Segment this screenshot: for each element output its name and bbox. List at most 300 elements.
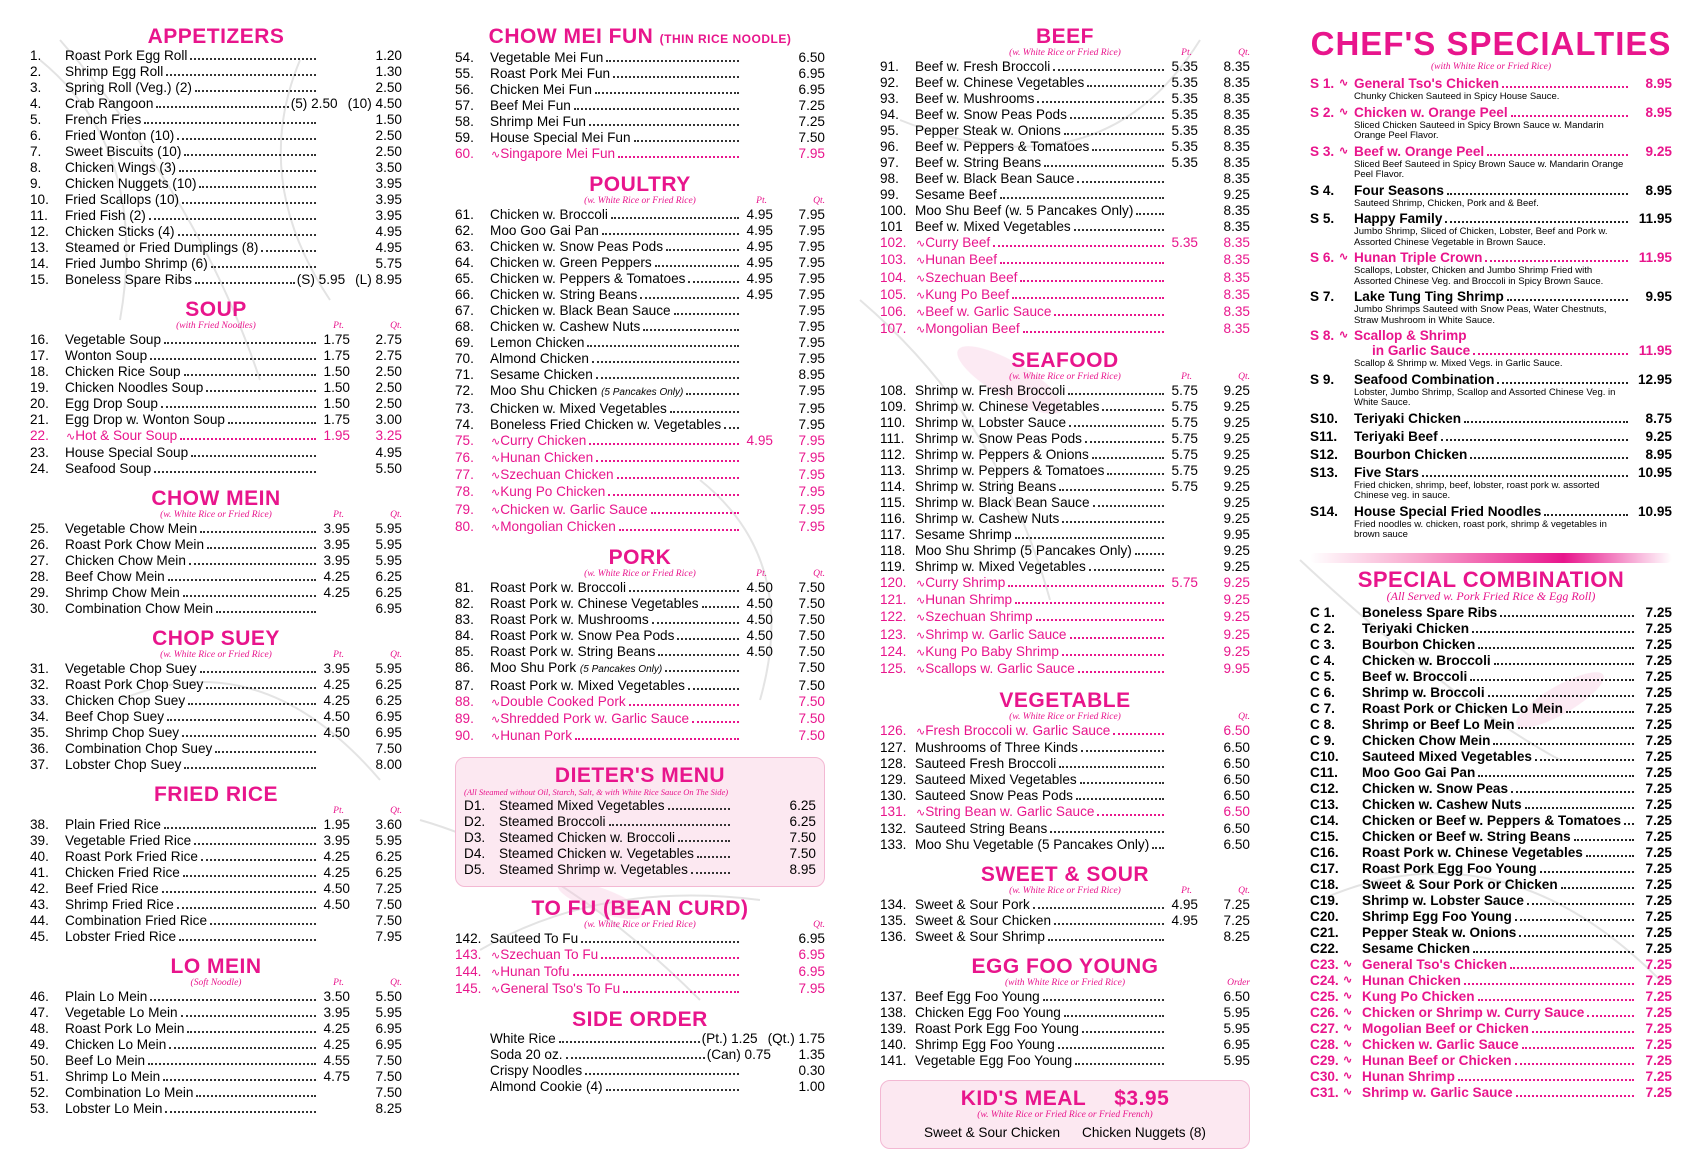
item-number: 46. bbox=[30, 989, 49, 1005]
item-description: Jumbo Shrimps Sauteed with Snow Peas, Water Chestnuts, Straw Mushroom in White Sauce. bbox=[1354, 304, 1607, 326]
dot-leader bbox=[261, 250, 316, 252]
item-name: Szechuan Shrimp bbox=[925, 609, 1033, 625]
item-price-quart: 7.50 bbox=[798, 693, 825, 709]
item-price-pint: 5.75 bbox=[1171, 398, 1198, 414]
menu-item bbox=[880, 740, 1250, 756]
item-number: 83. bbox=[455, 612, 474, 628]
item-name: Hunan Triple Crown bbox=[1354, 250, 1483, 265]
item-number: S 5. bbox=[1310, 211, 1335, 226]
item-price-pint: 4.95 bbox=[746, 239, 773, 255]
section-title-text: APPETIZERS bbox=[147, 25, 285, 48]
pt-column-label: Pt. bbox=[333, 978, 344, 989]
item-number: D1. bbox=[464, 797, 486, 813]
item-price-quart: 7.50 bbox=[798, 660, 825, 676]
dot-leader bbox=[1082, 1031, 1164, 1033]
dot-leader bbox=[1532, 1031, 1634, 1033]
dot-leader bbox=[1485, 260, 1628, 262]
menu-item bbox=[30, 833, 402, 849]
item-number: 55. bbox=[455, 66, 474, 81]
dot-leader bbox=[677, 638, 739, 640]
item-name-wrap bbox=[490, 580, 626, 595]
item-number: C 3. bbox=[1310, 636, 1335, 652]
dot-leader bbox=[148, 1063, 316, 1065]
item-name: House Special Soup bbox=[65, 445, 189, 461]
item-price-pint: 5.35 bbox=[1171, 123, 1198, 138]
item-price-quart: 5.75 bbox=[375, 256, 402, 271]
item-price-quart: 7.95 bbox=[798, 383, 825, 399]
dot-leader bbox=[1525, 807, 1634, 809]
dot-leader bbox=[154, 471, 316, 473]
item-number: 89. bbox=[455, 710, 474, 726]
item-price-pint: 5.35 bbox=[1171, 139, 1198, 154]
item-price-pint: 4.55 bbox=[323, 1053, 350, 1069]
section-header bbox=[30, 978, 402, 989]
menu-item bbox=[455, 401, 825, 417]
dot-leader bbox=[573, 974, 739, 976]
item-number: S13. bbox=[1310, 464, 1338, 480]
item-price-quart: 1.00 bbox=[798, 1079, 825, 1095]
menu-section bbox=[30, 628, 402, 773]
dot-leader bbox=[1092, 149, 1164, 151]
item-name: Beef Egg Foo Young bbox=[915, 989, 1040, 1005]
item-number: S11. bbox=[1310, 428, 1338, 444]
item-name: Chicken w. Mixed Vegetables bbox=[490, 400, 667, 416]
item-description: Scallop & Shrimp w. Mixed Vegs. in Garlic Sauce. bbox=[1354, 358, 1563, 369]
item-number: C22. bbox=[1310, 940, 1339, 956]
item-number: S 2. bbox=[1310, 104, 1335, 120]
section-subtitle: (w. White Rice or Fried Rice) bbox=[1009, 371, 1121, 382]
item-price-pint: 4.50 bbox=[323, 709, 350, 725]
item-price-quart: 7.95 bbox=[798, 146, 825, 161]
item-price-quart: 7.95 bbox=[798, 239, 825, 255]
item-number: C21. bbox=[1310, 924, 1339, 940]
item-price-pint: 5.75 bbox=[1171, 574, 1198, 590]
pepper-icon: ∿ bbox=[916, 612, 926, 625]
item-price-quart: 3.95 bbox=[375, 176, 402, 191]
item-name-wrap bbox=[490, 644, 655, 659]
menu-item bbox=[455, 50, 825, 66]
item-price-quart: (Qt.) 1.75 bbox=[767, 1031, 825, 1047]
item-name: Shrimp Mei Fun bbox=[490, 114, 586, 129]
section-title bbox=[880, 26, 1250, 48]
dot-leader bbox=[1494, 663, 1634, 665]
chef-special-row bbox=[1310, 447, 1672, 463]
item-number: 108. bbox=[880, 382, 907, 398]
item-price: 10.95 bbox=[1637, 503, 1672, 519]
item-name-wrap bbox=[65, 48, 187, 63]
dot-leader bbox=[216, 611, 316, 613]
menu-item bbox=[880, 788, 1250, 804]
section-title-text: VEGETABLE bbox=[999, 688, 1131, 712]
dot-leader bbox=[1511, 791, 1634, 793]
section-subtitle: (All Steamed without Oil, Starch, Salt, & with White Rice Sauce On The Side) bbox=[464, 786, 729, 797]
dot-leader bbox=[199, 186, 316, 188]
item-name-wrap bbox=[65, 881, 159, 896]
item-number: S 6. bbox=[1310, 250, 1335, 265]
item-price-pint: 5.35 bbox=[1171, 75, 1198, 90]
item-name: Beef w. Broccoli bbox=[1362, 668, 1468, 684]
item-price-pint: 5.35 bbox=[1171, 59, 1198, 74]
dot-leader bbox=[1518, 727, 1634, 729]
item-number: S10. bbox=[1310, 410, 1338, 426]
item-name-wrap bbox=[915, 1053, 1072, 1068]
dot-leader bbox=[184, 767, 316, 769]
dot-leader bbox=[643, 329, 739, 331]
item-name: Chicken or Shrimp w. Curry Sauce bbox=[1362, 1004, 1585, 1020]
dot-leader bbox=[575, 738, 739, 740]
pepper-icon: ∿ bbox=[1343, 957, 1353, 970]
item-number: 45. bbox=[30, 929, 49, 945]
menu-item bbox=[30, 661, 402, 677]
dot-leader bbox=[191, 455, 316, 457]
item-price-pint: 4.50 bbox=[746, 580, 773, 596]
item-name: Chicken w. Garlic Sauce bbox=[500, 501, 648, 517]
item-number: 61. bbox=[455, 207, 474, 223]
item-number: 87. bbox=[455, 677, 474, 693]
item-number: 48. bbox=[30, 1021, 49, 1037]
item-price-pint: 4.25 bbox=[323, 569, 350, 585]
section-title-text: PORK bbox=[608, 546, 672, 570]
item-name: Chicken Wings (3) bbox=[65, 160, 177, 175]
item-price: 12.95 bbox=[1637, 371, 1672, 387]
menu-item bbox=[880, 804, 1250, 821]
item-name: Chicken Mei Fun bbox=[490, 82, 592, 97]
section-subtitle: (w. White Rice or Fried Rice) bbox=[1009, 711, 1121, 722]
item-number: C18. bbox=[1310, 876, 1339, 892]
combo-item bbox=[1310, 1085, 1672, 1101]
dot-leader bbox=[665, 670, 739, 672]
item-number: 56. bbox=[455, 82, 474, 97]
item-name-wrap bbox=[65, 96, 153, 111]
item-number: 76. bbox=[455, 449, 474, 465]
dot-leader bbox=[1077, 181, 1164, 183]
item-name-wrap bbox=[915, 219, 1071, 234]
menu-item bbox=[464, 798, 816, 814]
menu-item bbox=[880, 383, 1250, 399]
dot-leader bbox=[1064, 133, 1164, 135]
chef-special-row bbox=[1310, 328, 1672, 343]
item-number: 23. bbox=[30, 445, 49, 461]
menu-column-2 bbox=[455, 26, 825, 1106]
item-price: 7.25 bbox=[1645, 684, 1672, 700]
menu-item bbox=[30, 208, 402, 224]
combo-item bbox=[1310, 765, 1672, 781]
item-number: 120. bbox=[880, 574, 907, 590]
chef-special-item bbox=[1310, 105, 1672, 142]
item-price-quart: 6.95 bbox=[798, 963, 825, 979]
dot-leader bbox=[617, 477, 739, 479]
item-price: 8.95 bbox=[1645, 76, 1672, 91]
item-price-quart: 1.30 bbox=[375, 64, 402, 79]
item-number: 5. bbox=[30, 112, 42, 127]
section-title-text: SIDE ORDER bbox=[572, 1008, 708, 1032]
item-name: Sauteed To Fu bbox=[490, 930, 579, 946]
item-name: Hot & Sour Soup bbox=[75, 428, 178, 443]
item-name: Roast Pork Egg Roll bbox=[65, 48, 188, 63]
menu-item bbox=[455, 383, 825, 400]
pepper-icon: ∿ bbox=[916, 238, 926, 250]
item-price-quart: 6.50 bbox=[1223, 821, 1250, 837]
combo-item bbox=[1310, 797, 1672, 813]
item-name: Moo Shu Vegetable (5 Pancakes Only) bbox=[915, 837, 1150, 853]
item-name: Sauteed String Beans bbox=[915, 821, 1048, 837]
item-name: Beef w. String Beans bbox=[915, 155, 1042, 170]
item-number: 7. bbox=[30, 144, 42, 159]
menu-section bbox=[455, 898, 825, 999]
item-name: Teriyaki Chicken bbox=[1362, 620, 1470, 636]
item-price-quart: 8.35 bbox=[1223, 219, 1250, 234]
item-name-wrap bbox=[65, 412, 225, 427]
item-price: 7.25 bbox=[1645, 908, 1672, 924]
item-number: 31. bbox=[30, 661, 49, 677]
item-name-wrap bbox=[915, 383, 1065, 398]
item-name: Beef w. Orange Peel bbox=[1354, 143, 1485, 159]
item-name: Curry Chicken bbox=[500, 432, 587, 448]
item-price: 7.25 bbox=[1645, 716, 1672, 732]
menu-item bbox=[455, 335, 825, 351]
item-number: 98. bbox=[880, 171, 899, 186]
item-name-wrap bbox=[65, 128, 174, 143]
item-name: Scallops w. Garlic Sauce bbox=[925, 661, 1075, 677]
item-number: 74. bbox=[455, 416, 474, 432]
item-name-wrap bbox=[65, 64, 163, 79]
menu-section bbox=[880, 350, 1250, 679]
item-number: C 5. bbox=[1310, 668, 1335, 684]
item-name: Combination Chop Suey bbox=[65, 741, 213, 757]
item-name: Vegetable Chop Suey bbox=[65, 661, 197, 677]
menu-item bbox=[880, 219, 1250, 235]
item-price-quart: 8.95 bbox=[789, 861, 816, 877]
item-name-wrap bbox=[65, 989, 147, 1004]
menu-item bbox=[880, 123, 1250, 139]
item-number: 37. bbox=[30, 757, 49, 773]
item-name: Vegetable Chow Mein bbox=[65, 521, 198, 537]
dot-leader bbox=[702, 606, 739, 608]
chef-special-item bbox=[1310, 447, 1672, 463]
item-name-wrap bbox=[65, 725, 179, 740]
item-name: Chicken Chow Mein bbox=[1362, 732, 1491, 748]
dot-leader bbox=[196, 1095, 316, 1097]
menu-item bbox=[30, 817, 402, 833]
section-title-note: (THIN RICE NOODLE) bbox=[659, 32, 792, 46]
item-name-wrap bbox=[490, 1063, 582, 1078]
item-name: Seafood Soup bbox=[65, 461, 152, 477]
qt-column-label: Qt. bbox=[1238, 886, 1250, 897]
item-name-wrap bbox=[915, 107, 1067, 122]
item-name: Chicken Chop Suey bbox=[65, 693, 186, 709]
pt-column-label: Pt. bbox=[1181, 886, 1192, 897]
item-name: Crab Rangoon bbox=[65, 96, 154, 111]
section-title bbox=[455, 26, 825, 50]
item-price-quart: 7.95 bbox=[798, 223, 825, 239]
section-subtitle: (w. White Rice or Fried Rice) bbox=[584, 919, 696, 930]
dot-leader bbox=[606, 1089, 739, 1091]
item-number: S 9. bbox=[1310, 371, 1335, 387]
item-name-wrap bbox=[915, 1037, 1055, 1052]
item-price-quart: 7.50 bbox=[798, 677, 825, 693]
item-price-quart: 9.95 bbox=[1223, 661, 1250, 677]
item-name-wrap bbox=[490, 502, 648, 519]
item-price-quart: 7.50 bbox=[798, 644, 825, 660]
chef-specialties-title: CHEF'S SPECIALTIES bbox=[1310, 25, 1672, 62]
item-price: 7.25 bbox=[1645, 876, 1672, 892]
item-price-quart: 7.50 bbox=[798, 612, 825, 628]
item-number: S 4. bbox=[1310, 182, 1335, 198]
item-name-wrap bbox=[490, 694, 626, 711]
menu-item bbox=[455, 964, 825, 981]
item-name: Beef w. Chinese Vegetables bbox=[915, 75, 1085, 90]
item-number: 75. bbox=[455, 432, 474, 448]
pt-column-label: Pt. bbox=[756, 196, 767, 207]
combo-item bbox=[1310, 1053, 1672, 1069]
item-number: 70. bbox=[455, 351, 474, 367]
item-name: Fried Wonton (10) bbox=[65, 128, 175, 143]
item-name-wrap bbox=[65, 849, 198, 864]
menu-item bbox=[455, 596, 825, 612]
item-price-pint: 4.25 bbox=[323, 585, 350, 601]
item-price-pint: 4.95 bbox=[746, 207, 773, 223]
item-price: 11.95 bbox=[1638, 211, 1672, 226]
dot-leader bbox=[1493, 743, 1634, 745]
dot-leader bbox=[1089, 569, 1164, 571]
menu-item bbox=[880, 495, 1250, 511]
item-price-quart: 7.50 bbox=[375, 1053, 402, 1069]
item-name: Plain Lo Mein bbox=[65, 989, 148, 1005]
section-title bbox=[30, 956, 402, 978]
dot-leader bbox=[180, 438, 316, 440]
item-name: Moo Shu Pork bbox=[490, 660, 577, 676]
item-description: Fried noodles w. chicken, roast pork, shrimp & vegetables in brown sauce bbox=[1354, 518, 1607, 540]
item-price-pint: (Can) 0.75 bbox=[706, 1047, 771, 1063]
item-description: Sliced Beef Sauteed in Spicy Brown Sauce w. Mandarin Orange Peel Flavor. bbox=[1354, 158, 1624, 180]
item-name-wrap bbox=[915, 837, 1149, 852]
pt-column-label: Pt. bbox=[756, 569, 767, 580]
item-price-pint: 4.95 bbox=[746, 223, 773, 239]
item-name: String Bean w. Garlic Sauce bbox=[925, 803, 1095, 819]
dot-leader bbox=[1473, 353, 1628, 355]
dot-leader bbox=[1586, 855, 1634, 857]
item-price-quart: 6.50 bbox=[1223, 755, 1250, 771]
item-price-quart: (L) 8.95 bbox=[355, 272, 402, 287]
item-price-quart: 9.25 bbox=[1223, 382, 1250, 398]
qt-column-label: Qt. bbox=[390, 650, 402, 661]
dot-leader bbox=[200, 531, 316, 533]
item-number: 35. bbox=[30, 725, 49, 741]
item-name-wrap bbox=[490, 467, 614, 484]
item-number: 144. bbox=[455, 963, 482, 979]
item-price-quart: 7.95 bbox=[798, 319, 825, 335]
section-title-text: LO MEIN bbox=[170, 955, 262, 979]
item-price-quart: 9.25 bbox=[1223, 494, 1250, 510]
section-title bbox=[30, 26, 402, 48]
item-price-pint: 1.50 bbox=[323, 380, 350, 395]
item-name: Boneless Spare Ribs bbox=[65, 272, 192, 287]
menu-item bbox=[30, 224, 402, 240]
item-price: 7.25 bbox=[1645, 1004, 1672, 1020]
item-name: Shrimp or Beef Lo Mein bbox=[1362, 716, 1515, 732]
item-name-wrap bbox=[490, 367, 593, 382]
combo-item bbox=[1310, 893, 1672, 909]
item-price-quart: 1.50 bbox=[375, 112, 402, 127]
dot-leader bbox=[1516, 1095, 1634, 1097]
item-name: Beef Fried Rice bbox=[65, 881, 159, 897]
dot-leader bbox=[1445, 221, 1628, 223]
item-name: General Tso's Chicken bbox=[1362, 956, 1508, 972]
item-number: 132. bbox=[880, 821, 907, 837]
item-number: 100. bbox=[880, 203, 907, 218]
menu-item bbox=[30, 64, 402, 80]
menu-item bbox=[880, 1053, 1250, 1069]
menu-item bbox=[880, 772, 1250, 788]
item-number: 116. bbox=[880, 510, 906, 526]
item-name-wrap bbox=[915, 1021, 1079, 1036]
chef-special-item bbox=[1310, 211, 1672, 248]
menu-item bbox=[30, 96, 402, 112]
dot-leader bbox=[165, 1111, 316, 1113]
dot-leader bbox=[587, 345, 739, 347]
menu-item bbox=[30, 1005, 402, 1021]
item-name-wrap bbox=[490, 1079, 603, 1094]
pepper-icon: ∿ bbox=[916, 629, 926, 642]
chef-special-row bbox=[1310, 183, 1672, 199]
dot-leader bbox=[1078, 671, 1164, 673]
item-name-wrap bbox=[915, 447, 1089, 462]
dot-leader bbox=[1000, 262, 1164, 264]
menu-item bbox=[455, 1047, 825, 1063]
item-description: Sliced Chicken Sauteed in Spicy Brown Sauce w. Mandarin Orange Peel Flavor. bbox=[1354, 119, 1604, 141]
dot-leader bbox=[1522, 1047, 1634, 1049]
dot-leader bbox=[618, 156, 739, 158]
item-name-wrap bbox=[490, 50, 603, 65]
item-name-wrap bbox=[65, 256, 208, 271]
item-price: 7.25 bbox=[1645, 940, 1672, 956]
item-name: Boneless Fried Chicken w. Vegetables bbox=[490, 416, 722, 432]
pepper-icon: ∿ bbox=[916, 289, 926, 302]
item-price-quart: 8.35 bbox=[1223, 91, 1250, 106]
item-number: 129. bbox=[880, 771, 907, 787]
item-name-wrap bbox=[490, 303, 671, 318]
dot-leader bbox=[163, 1079, 316, 1081]
dot-leader bbox=[1050, 831, 1164, 833]
dot-leader bbox=[1478, 999, 1634, 1001]
combo-item bbox=[1310, 701, 1672, 717]
menu-item bbox=[880, 155, 1250, 171]
item-number: S 8. bbox=[1310, 328, 1335, 343]
combo-item bbox=[1310, 813, 1672, 829]
menu-item bbox=[880, 627, 1250, 644]
dot-leader bbox=[692, 721, 739, 723]
item-name: Moo Shu Chicken bbox=[490, 383, 598, 399]
item-number: 119. bbox=[880, 558, 906, 574]
item-number: C 1. bbox=[1310, 604, 1335, 620]
menu-section bbox=[880, 864, 1250, 945]
menu-item bbox=[30, 741, 402, 757]
menu-item bbox=[455, 239, 825, 255]
menu-item bbox=[880, 415, 1250, 431]
pepper-icon: ∿ bbox=[1339, 77, 1349, 89]
item-number: 14. bbox=[30, 256, 49, 271]
item-name-wrap bbox=[65, 272, 192, 287]
item-number: C11. bbox=[1310, 764, 1338, 780]
item-price-quart: 7.95 bbox=[798, 271, 825, 287]
section-title-text: CHOW MEI FUN bbox=[488, 25, 654, 48]
dot-leader bbox=[619, 529, 739, 531]
item-name: Roast Pork or Chicken Lo Mein bbox=[1362, 700, 1563, 716]
chef-special-row bbox=[1310, 211, 1672, 227]
dot-leader bbox=[1097, 814, 1164, 816]
item-name: Vegetable Mei Fun bbox=[490, 50, 604, 65]
item-name: Chicken Egg Foo Young bbox=[915, 1005, 1061, 1021]
